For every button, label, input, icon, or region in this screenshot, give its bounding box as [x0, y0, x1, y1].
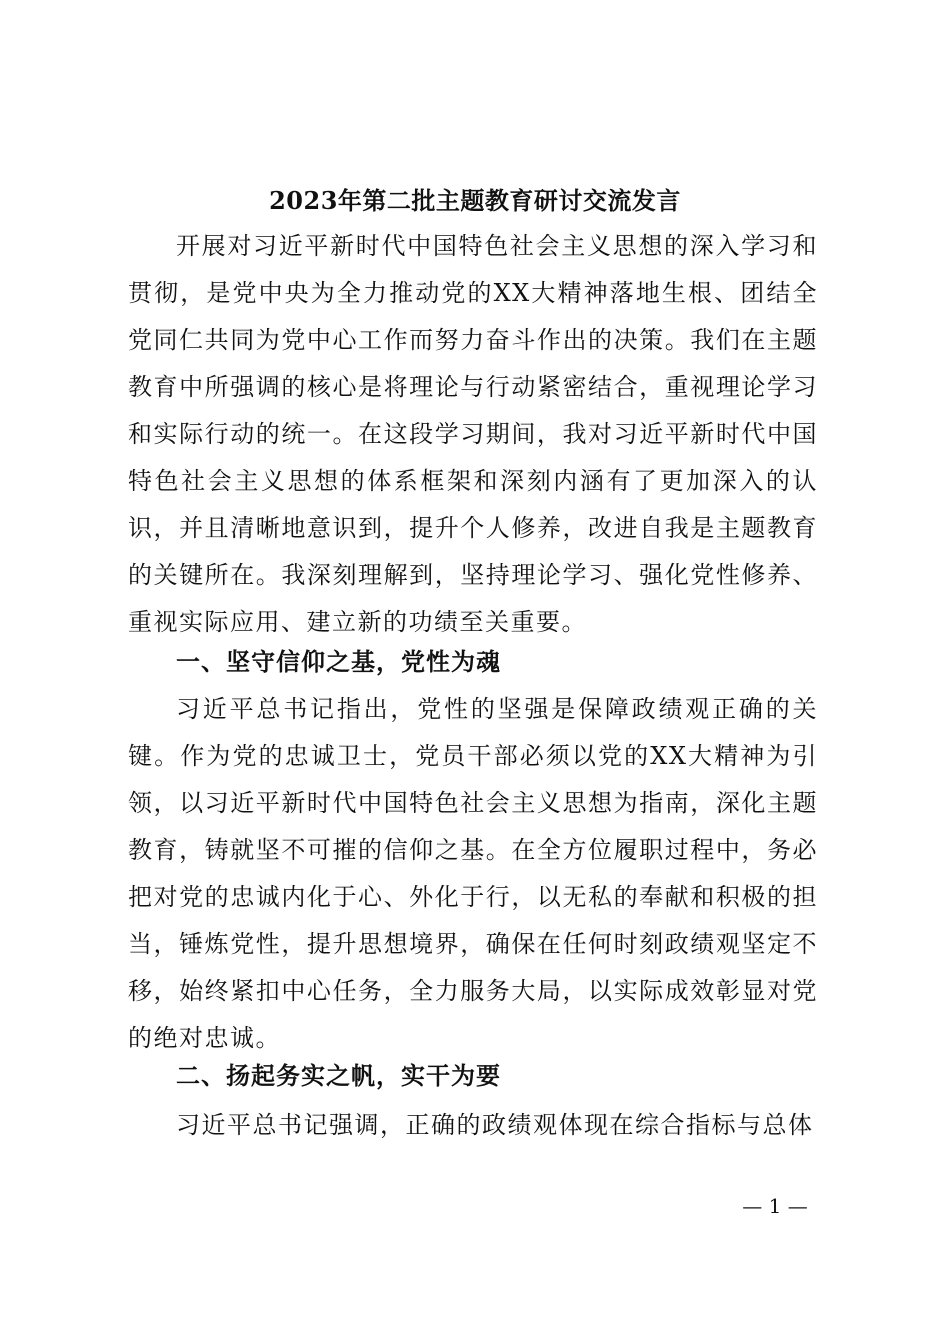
section-heading-2: 二、扬起务实之帆，实干为要 [176, 1062, 501, 1090]
section-heading-1: 一、坚守信仰之基，党性为魂 [176, 648, 501, 676]
page-number: — 1 — [742, 1194, 808, 1218]
paragraph-intro: 开展对习近平新时代中国特色社会主义思想的深入学习和贯彻，是党中央为全力推动党的XX大精神落地生根、团结全党同仁共同为党中心工作而努力奋斗作出的决策。我们在主题教育中所强调的核心是将理论与行动紧密结合，重视理论学习和实际行动的统一。在这段学习期间，我对习近平新时代中国特色社会主义思想的体系框架和深刻内涵有了更加深入的认识，并且清晰地意识到，提升个人修养，改进自我是主题教育的关键所在。我深刻理解到，坚持理论学习、强化党性修养、重视实际应用、建立新的功绩至关重要。 [128, 232, 818, 636]
paragraph-section-2: 习近平总书记强调，正确的政绩观体现在综合指标与总体 [176, 1111, 814, 1139]
paragraph-section-1: 习近平总书记指出，党性的坚强是保障政绩观正确的关键。作为党的忠诚卫士，党员干部必须以党的XX大精神为引领，以习近平新时代中国特色社会主义思想为指南，深化主题教育，铸就坚不可摧的信仰之基。在全方位履职过程中，务必把对党的忠诚内化于心、外化于行，以无私的奉献和积极的担当，锤炼党性，提升思想境界，确保在任何时刻政绩观坚定不移，始终紧扣中心任务，全力服务大局，以实际成效彰显对党的绝对忠诚。 [128, 695, 818, 1052]
document-title: 2023年第二批主题教育研讨交流发言 [269, 186, 681, 215]
